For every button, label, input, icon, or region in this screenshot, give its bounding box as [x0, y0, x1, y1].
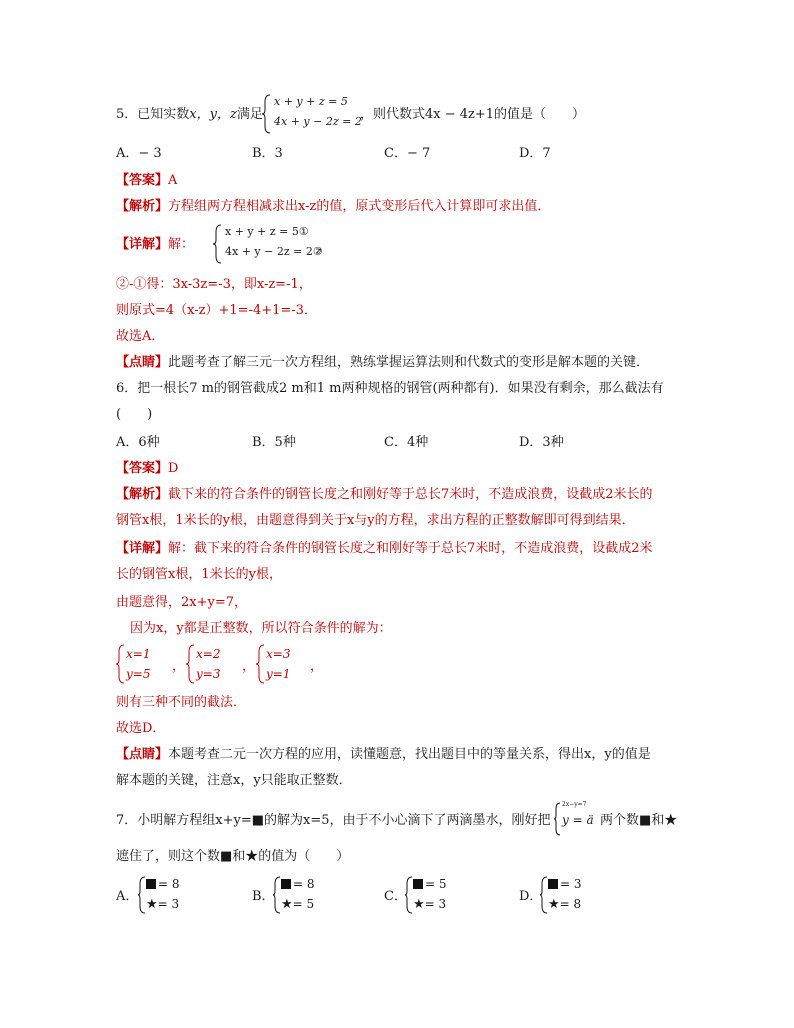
q6-stem-line1: 6．把一根长7 m的钢管截成2 m和1 m两种规格的钢管(两种都有)．如果没有剩余，那么截法有: [116, 381, 664, 396]
q5-sys-line1: x + y + z = 5: [274, 95, 348, 108]
q5-step1: ②-①得：3x-3z=-3，即x-z=-1，: [116, 277, 312, 292]
q5-detail-brace: [213, 224, 223, 264]
q6-solution2-y: y=3: [196, 667, 221, 681]
q7-stem-pre: 7．小明解方程组x+y=■的解为x=5，由于不小心滴下了两滴墨水，刚好把: [116, 813, 551, 828]
q6-solution3-y: y=1: [266, 667, 291, 681]
q6-detail-line2: 长的钢管x根，1米长的y根，: [116, 567, 282, 582]
q6-option-a: A．6种: [116, 435, 160, 450]
q5-comment: [116, 354, 649, 372]
q5-stem-pre: 5．已知实数: [116, 107, 190, 122]
q6-sol-sep3: ，: [310, 659, 324, 674]
q7-option-d-square-value: = 3: [560, 877, 582, 891]
q6-solution2-x: x=2: [196, 647, 221, 661]
q7-option-a-line2: [146, 896, 179, 913]
square-icon: [548, 879, 558, 889]
star-icon: ★: [281, 897, 293, 912]
q7-option-b-square-value: = 8: [293, 877, 315, 891]
q5-option-a: A．− 3: [116, 146, 162, 161]
q7-option-d-brace: [540, 876, 548, 914]
q5-stem: [116, 106, 263, 124]
q7-option-b-letter: B．: [252, 889, 275, 904]
q5-detail-comma: ，: [318, 239, 332, 254]
q5-option-d: D．7: [519, 146, 551, 161]
q5-answer: [116, 172, 177, 190]
q6-detail-tag: 【详解】: [116, 541, 169, 556]
q7-option-c-brace: [405, 876, 413, 914]
q6-answer-value: D: [168, 461, 179, 476]
q7-option-d-line2: [548, 896, 581, 913]
q6-detail-text1: 解：截下来的符合条件的钢管长度之和刚好等于总长7米时，不造成浪费，设截成2米: [168, 541, 653, 556]
q7-option-d-line1: [548, 876, 582, 893]
q7-stem-line2: 遮住了，则这个数■和★的值为（ ）: [116, 849, 350, 864]
q5-sys-line2: 4x + y − 2z = 2: [274, 115, 362, 128]
q7-option-b-star-value: = 5: [292, 897, 315, 911]
q6-stem-line2: ( ): [116, 407, 153, 422]
q6-solution3-x: x=3: [266, 647, 291, 661]
q5-answer-value: A: [168, 173, 178, 188]
q6-step3: 则有三种不同的截法．: [116, 695, 247, 710]
star-icon: ★: [548, 897, 560, 912]
q5-system-brace: [262, 94, 272, 134]
q5-option-b: B．3: [252, 146, 283, 161]
q5-detail-sys1: x + y + z = 5①: [225, 225, 309, 238]
q6-detail-line1: [116, 540, 653, 558]
q7-system-brace: [554, 802, 561, 836]
q6-comment-line2: 解本题的关键，注意x，y只能取正整数．: [116, 773, 352, 788]
q6-step1: 由题意得，2x+y=7，: [116, 595, 248, 610]
q6-solution3-brace: [256, 644, 265, 684]
q7-option-d-star-value: = 8: [559, 897, 582, 911]
star-icon: ★: [413, 897, 425, 912]
q7-option-a-brace: [138, 876, 146, 914]
star-icon: ★: [146, 897, 158, 912]
q7-stem-y: y = ä: [562, 813, 594, 827]
square-icon: [281, 879, 291, 889]
q6-option-b: B．5种: [252, 435, 296, 450]
q6-analysis-tag: 【解析】: [116, 487, 169, 502]
q7-option-c-star-value: = 3: [424, 897, 447, 911]
q6-comment-text1: 本题考查二元一次方程的应用，读懂题意，找出题目中的等量关系，得出x，y的值是: [168, 747, 651, 762]
q7-option-b-line2: [281, 896, 314, 913]
q6-solution1-y: y=5: [126, 667, 151, 681]
q6-sol-sep2: ，: [242, 659, 256, 674]
q7-stem-post: 两个数■和★: [600, 813, 678, 828]
q5-detail: [116, 236, 194, 254]
q6-solution2-brace: [186, 644, 195, 684]
square-icon: [146, 879, 156, 889]
q5-option-c: C．− 7: [384, 146, 431, 161]
q7-option-b-line1: [281, 876, 315, 893]
q5-detail-sys2: 4x + y − 2z = 2②: [225, 245, 323, 258]
q5-stem-mid: 满足: [236, 107, 263, 122]
q6-answer-tag: 【答案】: [116, 461, 169, 476]
q6-analysis-line2: 钢管x根，1米长的y根，由题意得到关于x与y的方程，求出方程的正整数解即可得到结果．: [116, 513, 635, 528]
q6-option-c: C．4种: [384, 435, 429, 450]
q7-option-c-line1: [413, 876, 447, 893]
q6-step4: 故选D．: [116, 721, 166, 736]
q5-analysis: [116, 198, 550, 216]
q6-option-d: D．3种: [519, 435, 564, 450]
q5-stem-post: ，则代数式4x − 4z+1的值是（ ）: [360, 107, 586, 122]
q5-step2: 则原式=4（x-z）+1=-4+1=-3．: [116, 303, 317, 318]
q6-comment-line1: [116, 746, 651, 764]
q7-option-a-letter: A．: [116, 889, 139, 904]
q7-option-c-letter: C．: [384, 889, 407, 904]
q6-answer: [116, 460, 178, 478]
q7-stem-tiny: 2x−y=7: [562, 801, 587, 808]
q6-solution1-x: x=1: [126, 647, 151, 661]
q6-step2: 因为x，y都是正整数，所以符合条件的解为：: [130, 621, 392, 636]
q6-analysis-line1: [116, 486, 653, 504]
q5-analysis-tag: 【解析】: [116, 199, 169, 214]
q5-detail-text: 解：: [168, 237, 195, 252]
q7-option-a-star-value: = 3: [157, 897, 180, 911]
q5-answer-tag: 【答案】: [116, 173, 169, 188]
q6-comment-tag: 【点睛】: [116, 747, 169, 762]
q5-analysis-text: 方程组两方程相减求出x-z的值，原式变形后代入计算即可求出值．: [168, 199, 551, 214]
q7-option-a-square-value: = 8: [158, 877, 180, 891]
q7-option-d-letter: D．: [519, 889, 543, 904]
q6-solution1-brace: [116, 644, 125, 684]
q5-stem-vars: x，y，z: [189, 107, 237, 122]
q7-option-c-square-value: = 5: [425, 877, 447, 891]
q5-detail-tag: 【详解】: [116, 237, 169, 252]
q6-analysis-text1: 截下来的符合条件的钢管长度之和刚好等于总长7米时，不造成浪费，设截成2米长的: [168, 487, 653, 502]
q7-option-a-line1: [146, 876, 180, 893]
square-icon: [413, 879, 423, 889]
q7-option-c-line2: [413, 896, 446, 913]
q5-comment-text: 此题考查了解三元一次方程组，熟练掌握运算法则和代数式的变形是解本题的关键．: [168, 355, 650, 370]
q7-option-b-brace: [273, 876, 281, 914]
q6-sol-sep1: ，: [172, 659, 186, 674]
q5-step3: 故选A．: [116, 329, 165, 344]
q5-comment-tag: 【点睛】: [116, 355, 169, 370]
